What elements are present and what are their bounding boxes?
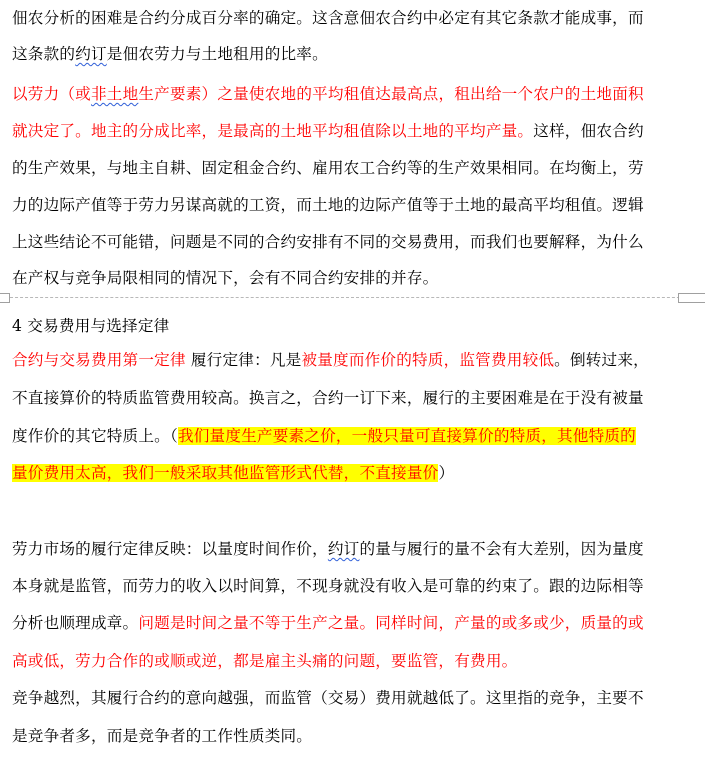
text: 分析也顺理成章。 <box>12 614 139 632</box>
paragraph-3-line-4 <box>12 463 682 483</box>
text: 是佃农劳力与土地租用的比率。 <box>106 45 328 63</box>
text: 履行定律：凡是 <box>185 351 302 369</box>
paragraph-2-line-4: 力的边际产值等于劳力另谋高就的工资，而土地的边际产值等于土地的最高平均租值。逻辑 <box>12 196 644 214</box>
text: 的量与履行的量不会有大差别，因为量度 <box>359 540 644 558</box>
red-text: 就决定了。地主的分成比率，是最高的土地平均租值除以土地的平均产量。 <box>12 122 534 140</box>
text: 生产要素）之量使农地的平均租值达最高点，租出给一个农户的土地面积 <box>138 85 644 103</box>
text: 。倒转过来， <box>554 351 649 369</box>
page-break-marker-right <box>678 293 705 303</box>
paragraph-2-line-1 <box>12 84 682 104</box>
page-break-marker-left <box>0 293 10 303</box>
text: 劳力市场的履行定律反映：以量度时间作价， <box>12 540 328 558</box>
text: 度作价的其它特质上。（ <box>12 427 178 445</box>
highlighted-text: 我们量度生产要素之价，一般只量可直接算价的特质，其他特质的 <box>177 427 636 445</box>
paragraph-5-line-1: 竞争越烈，其履行合约的意向越强，而监管（交易）费用就越低了。这里指的竞争，主要不 <box>12 689 644 707</box>
paragraph-2-line-2 <box>12 121 682 141</box>
page-break-line <box>0 297 705 299</box>
highlighted-text: 量价费用太高，我们一般采取其他监管形式代替，不直接量价 <box>12 464 439 482</box>
spellcheck-word[interactable]: 非土地 <box>90 85 139 103</box>
paragraph-2-line-3: 的生产效果，与地主自耕、固定租金合约、雇用农工合约等的生产效果相同。在均衡上，劳 <box>12 159 644 177</box>
red-text: 被量度而作价的特质，监管费用较低 <box>301 351 555 369</box>
red-text: 问题是时间之量不等于生产之量。同样时间，产量的或多或少，质量的或 <box>138 614 644 632</box>
paragraph-4-line-3 <box>12 613 682 633</box>
text: ） <box>438 464 455 482</box>
paragraph-3-line-2: 不直接算价的特质监管费用较高。换言之，合约一订下来，履行的主要困难是在于没有被量 <box>12 389 644 407</box>
text: 这条款的 <box>12 45 76 63</box>
paragraph-3-line-3 <box>12 426 682 446</box>
paragraph-1-line-1: 佃农分析的困难是合约分成百分率的确定。这含意佃农合约中必定有其它条款才能成事，而 <box>12 9 644 27</box>
paragraph-4-line-1 <box>12 539 682 559</box>
paragraph-4-line-4: 高或低，劳力合作的或顺或逆，都是雇主头痛的问题，要监管，有费用。 <box>12 652 518 670</box>
paragraph-3-line-1 <box>12 350 682 370</box>
paragraph-4-line-2: 本身就是监管，而劳力的收入以时间算，不现身就没有收入是可靠的约束了。跟的边际相等 <box>12 577 644 595</box>
section-heading: 4 交易费用与选择定律 <box>12 317 170 335</box>
red-text: 合约与交易费用第一定律 <box>12 351 186 369</box>
spellcheck-word[interactable]: 约订 <box>75 45 107 63</box>
paragraph-2-line-5: 上这些结论不可能错，问题是不同的合约安排有不同的交易费用，而我们也要解释，为什么 <box>12 233 644 251</box>
text: 以劳力（或 <box>12 85 91 103</box>
paragraph-2-line-6: 在产权与竞争局限相同的情况下，会有不同合约安排的并存。 <box>12 269 439 287</box>
paragraph-5-line-2: 是竞争者多，而是竞争者的工作性质类同。 <box>12 727 313 745</box>
paragraph-1-line-2 <box>12 44 682 64</box>
text: 这样，佃农合约 <box>533 122 644 140</box>
spellcheck-word[interactable]: 约订 <box>327 540 360 558</box>
